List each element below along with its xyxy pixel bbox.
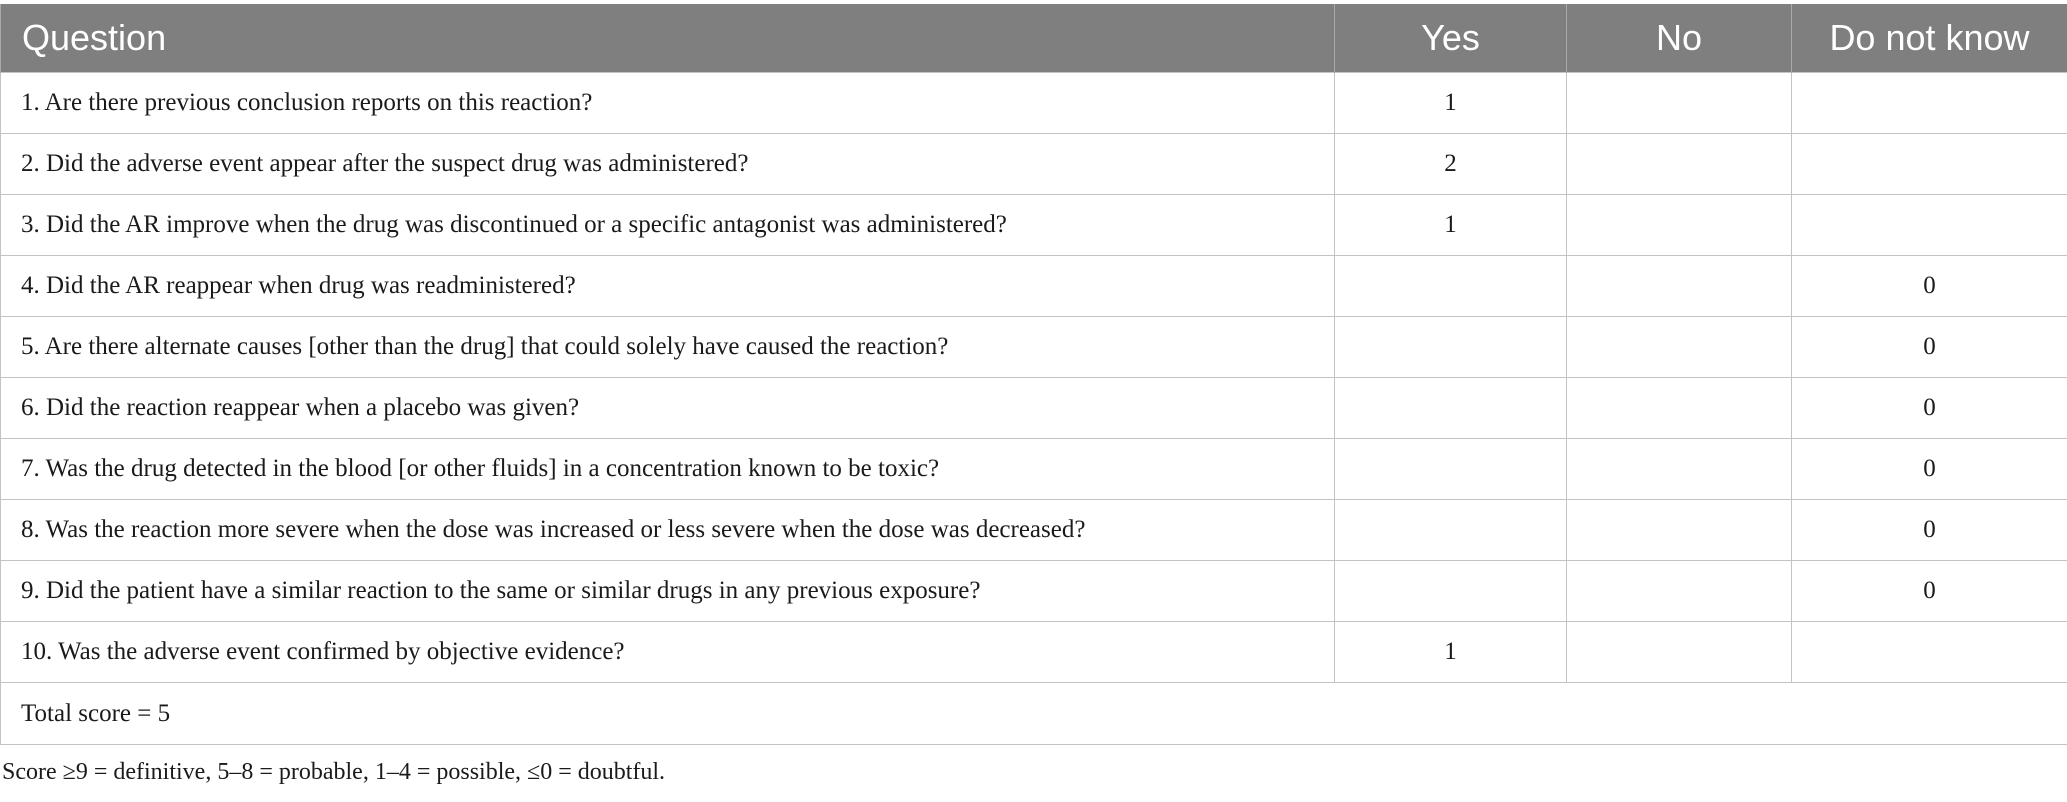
no-cell <box>1567 256 1792 317</box>
question-cell: 3. Did the AR improve when the drug was discontinued or a specific antagonist was administered? <box>1 195 1335 256</box>
no-cell <box>1567 73 1792 134</box>
table-row <box>1 622 2067 683</box>
table-row <box>1 317 2067 378</box>
yes-cell <box>1335 317 1567 378</box>
do-not-know-cell <box>1792 134 2067 195</box>
total-score: Total score = 5 <box>1 683 2067 745</box>
question-cell: 7. Was the drug detected in the blood [or other fluids] in a concentration known to be toxic? <box>1 439 1335 500</box>
question-cell: 5. Are there alternate causes [other than the drug] that could solely have caused the reaction? <box>1 317 1335 378</box>
do-not-know-cell <box>1792 622 2067 683</box>
table-row <box>1 256 2067 317</box>
do-not-know-cell <box>1792 195 2067 256</box>
no-cell <box>1567 622 1792 683</box>
table-row <box>1 439 2067 500</box>
table-body <box>1 73 2067 745</box>
yes-cell <box>1335 256 1567 317</box>
yes-cell <box>1335 439 1567 500</box>
table-row <box>1 378 2067 439</box>
table-row <box>1 500 2067 561</box>
naranjo-scale-table <box>0 4 2067 745</box>
no-cell <box>1567 195 1792 256</box>
do-not-know-cell: 0 <box>1792 317 2067 378</box>
header-yes: Yes <box>1335 4 1567 73</box>
question-cell: 2. Did the adverse event appear after the suspect drug was administered? <box>1 134 1335 195</box>
table-row <box>1 561 2067 622</box>
question-cell: 1. Are there previous conclusion reports on this reaction? <box>1 73 1335 134</box>
question-cell: 10. Was the adverse event confirmed by objective evidence? <box>1 622 1335 683</box>
table-row <box>1 134 2067 195</box>
question-cell: 6. Did the reaction reappear when a placebo was given? <box>1 378 1335 439</box>
yes-cell <box>1335 500 1567 561</box>
no-cell <box>1567 439 1792 500</box>
header-question: Question <box>1 4 1335 73</box>
question-cell: 8. Was the reaction more severe when the dose was increased or less severe when the dose was decreased? <box>1 500 1335 561</box>
yes-cell: 2 <box>1335 134 1567 195</box>
do-not-know-cell <box>1792 73 2067 134</box>
no-cell <box>1567 500 1792 561</box>
question-cell: 4. Did the AR reappear when drug was readministered? <box>1 256 1335 317</box>
yes-cell <box>1335 561 1567 622</box>
header-no: No <box>1567 4 1792 73</box>
no-cell <box>1567 561 1792 622</box>
do-not-know-cell: 0 <box>1792 378 2067 439</box>
table-row <box>1 195 2067 256</box>
do-not-know-cell: 0 <box>1792 561 2067 622</box>
no-cell <box>1567 134 1792 195</box>
no-cell <box>1567 378 1792 439</box>
header-row <box>1 4 2067 73</box>
table-row <box>1 73 2067 134</box>
table-header <box>1 4 2067 73</box>
yes-cell: 1 <box>1335 622 1567 683</box>
table-footnote: Score ≥9 = definitive, 5–8 = probable, 1–4 = possible, ≤0 = doubtful. <box>2 759 666 785</box>
do-not-know-cell: 0 <box>1792 500 2067 561</box>
no-cell <box>1567 317 1792 378</box>
yes-cell: 1 <box>1335 195 1567 256</box>
question-cell: 9. Did the patient have a similar reaction to the same or similar drugs in any previous exposure? <box>1 561 1335 622</box>
yes-cell: 1 <box>1335 73 1567 134</box>
total-row <box>1 683 2067 745</box>
header-do-not-know: Do not know <box>1792 4 2067 73</box>
do-not-know-cell: 0 <box>1792 256 2067 317</box>
do-not-know-cell: 0 <box>1792 439 2067 500</box>
yes-cell <box>1335 378 1567 439</box>
